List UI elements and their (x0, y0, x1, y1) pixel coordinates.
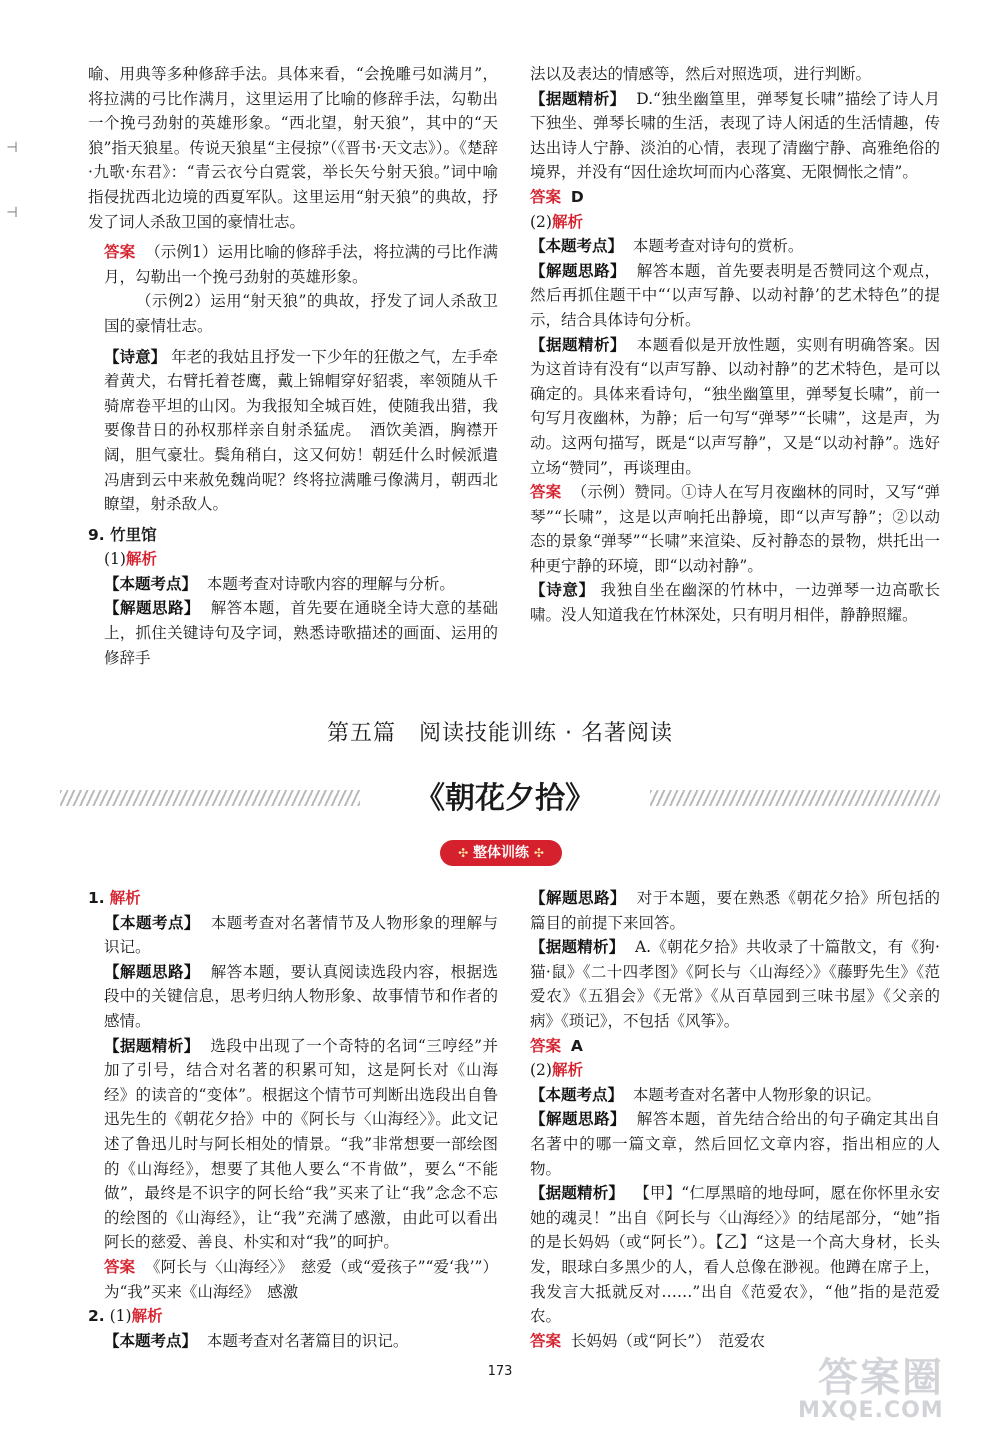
answer-label: 答案 (530, 1331, 562, 1350)
jingxi-text: 本题看似是开放性题，实则有明确答案。因为这首诗有没有“以声写静、以动衬静”的艺术特色，是可以确定的。具体来看诗句，“独坐幽篁里，弹琴复长啸”，前一句写月夜幽林，为静；后一句写“弹琴”“长啸”，这是声，为动。这两句描写，既是“以声写静”，又是“以动衬静”。选好立场“赞同”，再谈理由。 (530, 335, 940, 477)
training-badge (440, 840, 562, 866)
jingxi-text: 选段中出现了一个奇特的名词“三哼经”并加了引号，结合对名著的积累可知，这是阿长对《山海经》的读音的“变体”。根据这个情节可判断出选段出自鲁迅先生的《朝花夕拾》中的《阿长与〈山海经〉》。此文记述了鲁迅儿时与阿长相处的情景。“我”非常想要一部绘图的《山海经》，想要了其他人要么“不肯做”，要么“不能做”，最终是不识字的阿长给“我”买来了让“我”念念不忘的绘图的《山海经》，让“我”充满了感激，由此可以看出阿长的慈爱、善良、朴实和对“我”的呵护。 (104, 1036, 498, 1252)
jiexi-label: 解析 (109, 889, 141, 907)
sub-number: (2) (530, 1061, 552, 1080)
answer-text: （示例）赞同。①诗人在写月夜幽林的同时，又写“弹琴”“长啸”，这是以声响托出静境，即“以声写静”；②以动态的景象“弹琴”“长啸”来渲染、反衬静态的景物，烘托出一种更宁静的环境，即“以动衬静”。 (530, 483, 940, 575)
book-title-band (60, 778, 940, 820)
sub-question (88, 547, 498, 572)
shiyi-block (530, 578, 940, 627)
answer-label: 答案 (530, 483, 562, 502)
paragraph: 喻、用典等多种修辞手法。具体来看，“会挽雕弓如满月”，将拉满的弓比作满月，这里运用了比喻的修辞手法，勾勒出一个挽弓劲射的英雄形象。“西北望，射天狼”，其中的“天狼”指天狼星。传说天狼星“主侵掠”（《晋书·天文志》）。《楚辞·九歌·东君》：“青云衣兮白霓裳，举长矢兮射天狼。”词中喻指侵扰西北边境的西夏军队。这里运用“射天狼”的典故，抒发了词人杀敌卫国的豪情壮志。 (88, 65, 498, 231)
question-title-2 (88, 1304, 498, 1329)
kaodian-block (88, 572, 498, 597)
kaodian-block-2 (88, 1329, 498, 1354)
shiyi-label: 【诗意】 (530, 581, 595, 600)
left-top-column (88, 62, 498, 670)
answer-text-2: （示例2）运用“射天狼”的典故，抒发了词人杀敌卫国的豪情壮志。 (104, 292, 498, 335)
answer-choice: A (570, 1036, 583, 1055)
jingxi-block (530, 87, 940, 185)
question-number: 2. (88, 1307, 105, 1326)
silu-text: 解答本题，要认真阅读选段内容，根据选段中的关键信息，思考归纳人物形象、故事情节和作者的感情。 (104, 962, 498, 1030)
left-bottom-column (88, 886, 498, 1353)
kaodian-text: 本题考查对名著情节及人物形象的理解与识记。 (104, 913, 498, 957)
page-number: 173 (487, 1364, 513, 1379)
shiyi-text: 我独自坐在幽深的竹林中，一边弹琴一边高歌长啸。没人知道我在竹林深处，只有明月相伴，静静照耀。 (530, 581, 940, 625)
silu-text: 解答本题，首先结合给出的句子确定其出自名著中的哪一篇文章，然后回忆文章内容，指出相应的人物。 (530, 1110, 940, 1178)
silu-label: 【解题思路】 (104, 962, 200, 981)
silu-label: 【解题思路】 (530, 889, 626, 907)
watermark-en: MXQE.COM (798, 1398, 944, 1423)
sub-number: (2) (530, 212, 552, 231)
answer-label: 答案 (104, 243, 136, 262)
sparkle-icon: ✣ (533, 846, 544, 860)
kaodian-label: 【本题考点】 (530, 237, 624, 256)
answer-block-2 (530, 480, 940, 578)
jingxi-label: 【据题精析】 (104, 1036, 200, 1055)
question-number: 1. (88, 889, 105, 907)
right-bottom-column (530, 886, 940, 1353)
answer-text: 长妈妈（或“阿长”） 范爱农 (570, 1331, 765, 1350)
silu-text: 解答本题，首先要表明是否赞同这个观点，然后再抓住题干中“‘以声写静、以动衬静’的艺术特色”的提示，结合具体诗句分析。 (530, 261, 940, 329)
silu-block (530, 886, 940, 935)
hatch-decoration-left (60, 790, 360, 806)
sub-question (530, 1058, 940, 1083)
silu-label: 【解题思路】 (530, 261, 626, 280)
kaodian-text: 本题考查对诗句的赏析。 (632, 237, 804, 256)
kaodian-text: 本题考查对诗歌内容的理解与分析。 (206, 574, 455, 593)
jingxi-block (88, 1034, 498, 1255)
jingxi-block (530, 935, 940, 1033)
jiexi-label: 解析 (131, 1307, 163, 1326)
answer-label: 答案 (530, 1036, 562, 1055)
silu-block-2 (530, 1107, 940, 1181)
answer-label: 答案 (530, 187, 562, 206)
hatch-decoration-right (650, 790, 940, 806)
answer-choice: D (570, 187, 584, 206)
answer-block (88, 1255, 498, 1304)
answer-block (530, 1034, 940, 1059)
silu-block (88, 960, 498, 1034)
margin-tick: ⊣ (6, 205, 19, 221)
jiexi-label: 解析 (125, 550, 157, 569)
kaodian-block (530, 234, 940, 259)
jingxi-block-2 (530, 333, 940, 481)
jingxi-label: 【据题精析】 (530, 938, 625, 957)
jingxi-text: 【甲】“仁厚黑暗的地母呵，愿在你怀里永安她的魂灵！”出自《阿长与〈山海经〉》的结尾部分，“她”指的是长妈妈（或“阿长”）。【乙】“这是一个高大身材，长头发，眼球白多黑少的人，看人总像在渺视。他蹲在席子上，我发言大抵就反对……”出自《范爱农》，“他”指的是范爱农。 (530, 1184, 940, 1326)
jingxi-text: D.“独坐幽篁里，弹琴复长啸”描绘了诗人月下独坐、弹琴长啸的生活，表现了诗人闲适的生活情趣，传达出诗人宁静、淡泊的心情，表现了清幽宁静、高雅绝俗的境界，并没有“因仕途坎坷而内心落寞、无限惆怅之情”。 (530, 89, 940, 182)
answer-block (530, 185, 940, 210)
shiyi-label: 【诗意】 (104, 347, 167, 366)
answer-text: （示例1）运用比喻的修辞手法，将拉满的弓比作满月，勾勒出一个挽弓劲射的英雄形象。 (104, 243, 498, 286)
answer-block (88, 240, 498, 289)
kaodian-label: 【本题考点】 (530, 1085, 624, 1104)
jingxi-block-2 (530, 1181, 940, 1329)
silu-text: 对于本题，要在熟悉《朝花夕拾》所包括的篇目的前提下来回答。 (530, 889, 940, 932)
jingxi-label: 【据题精析】 (530, 335, 626, 354)
shiyi-text: 年老的我姑且抒发一下少年的狂傲之气，左手牵着黄犬，右臂托着苍鹰，戴上锦帽穿好貂裘，率领随从千骑席卷平坦的山冈。为我报知全城百姓，使随我出猎，我要像昔日的孙权那样亲自射杀猛虎。 酒饮美酒，胸襟开阔，胆气豪壮。鬓角稍白，这又何妨！朝廷什么时候派遣冯唐到云中来赦免魏尚呢？终将拉满雕弓像满月，朝西北瞭望，射杀敌人。 (104, 347, 498, 514)
jingxi-label: 【据题精析】 (530, 89, 626, 108)
section-title: 第五篇 阅读技能训练 · 名著阅读 (327, 721, 673, 746)
jiexi-label: 解析 (551, 212, 583, 231)
watermark-cn: 答案圈 (818, 1355, 944, 1401)
silu-block (530, 259, 940, 333)
kaodian-label: 【本题考点】 (104, 574, 198, 593)
kaodian-text: 本题考查对名著中人物形象的识记。 (632, 1085, 881, 1104)
silu-block (88, 596, 498, 670)
training-badge-label: 整体训练 (473, 845, 529, 861)
jingxi-text: A.《朝花夕拾》共收录了十篇散文，有《狗·猫·鼠》《二十四孝图》《阿长与〈山海经〉》《藤野先生》《范爱农》《五猖会》《无常》《从百草园到三味书屋》《父亲的病》《琐记》，不包括《风筝》。 (530, 938, 940, 1030)
kaodian-block (88, 911, 498, 960)
right-top-column (530, 62, 940, 628)
paragraph: 法以及表达的情感等，然后对照选项，进行判断。 (530, 65, 872, 83)
kaodian-label: 【本题考点】 (104, 913, 200, 932)
jiexi-label: 解析 (551, 1061, 583, 1080)
answer-text: 《阿长与〈山海经〉》 慈爱（或“爱孩子”“爱‘我’”）为“我”买来《山海经》 感激 (104, 1257, 498, 1301)
silu-text: 解答本题，首先要在通晓全诗大意的基础上，抓住关键诗句及字词，熟悉诗歌描述的画面、运用的修辞手 (104, 599, 498, 667)
sub-number: (1) (109, 1307, 132, 1326)
question-title (88, 886, 498, 911)
watermark (786, 1346, 982, 1430)
silu-label: 【解题思路】 (530, 1110, 626, 1129)
kaodian-block (530, 1083, 940, 1108)
kaodian-label: 【本题考点】 (104, 1331, 198, 1350)
shiyi-block (88, 345, 498, 517)
sparkle-icon: ✣ (458, 846, 469, 860)
answer-label: 答案 (104, 1257, 136, 1276)
book-title: 《朝花夕拾》 (415, 781, 595, 816)
sub-question (530, 210, 940, 235)
jingxi-label: 【据题精析】 (530, 1184, 625, 1203)
question-title: 9. 竹里馆 (88, 525, 157, 544)
sub-number: (1) (104, 550, 126, 569)
kaodian-text: 本题考查对名著篇目的识记。 (206, 1331, 409, 1350)
silu-label: 【解题思路】 (104, 599, 200, 618)
margin-tick: ⊣ (6, 140, 19, 156)
